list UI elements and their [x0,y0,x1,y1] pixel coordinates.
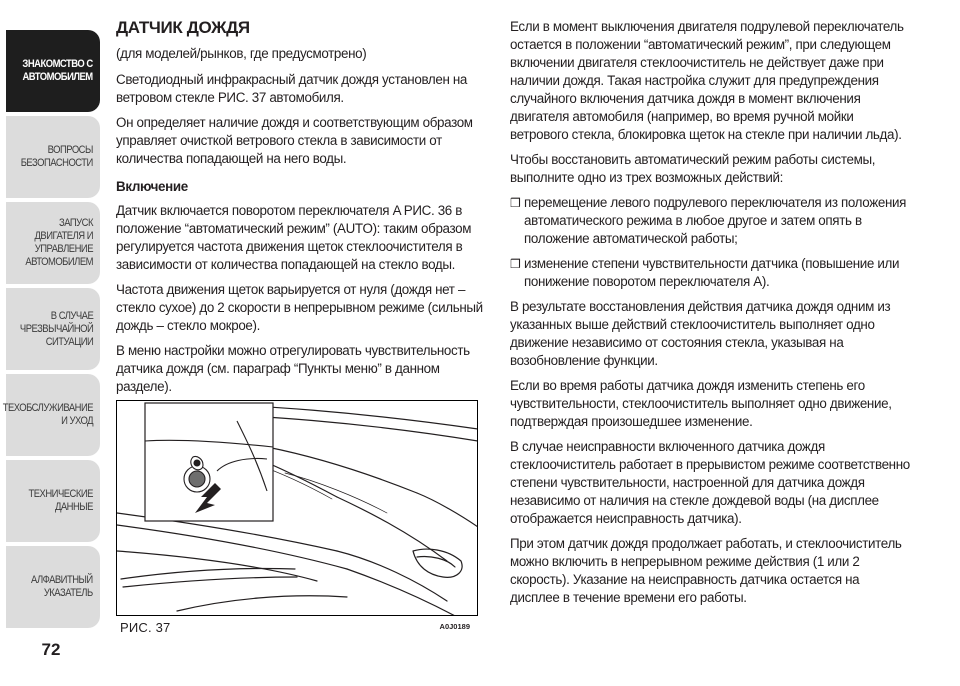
figure-caption: РИС. 37 [120,620,171,635]
detail-inset [145,403,273,521]
paragraph: Датчик включается поворотом переключателя A РИС. 36 в положение “автоматический режим” (AUTO): таким образом регулируется частота движения щеток стеклоочистителя в зависимости от количества попадающей на стекло воды. [116,203,472,272]
tab-vehicle-intro[interactable] [6,30,100,112]
paragraph: В меню настройки можно отрегулировать чувствительность датчика дождя (см. параграф “Пункты меню” в данном разделе). [116,343,470,394]
tab-label: ЗАПУСК ДВИГАТЕЛЯ И УПРАВЛЕНИЕ АВТОМОБИЛЕМ [25,217,94,268]
checkbox-bullet-icon: ❒ [510,196,521,210]
tab-label: ЗНАКОМСТВО С АВТОМОБИЛЕМ [22,58,94,83]
paragraph: Частота движения щеток варьируется от нуля (дождя нет – стекло сухое) до 2 скорости в непрерывном режиме (сильный дождь – стекло мокрое). [116,282,483,333]
tab-emergency[interactable] [6,288,100,370]
paragraph: В случае неисправности включенного датчика дождя стеклоочиститель работает в прерывистом режиме соответственно степени чувствительности, настроенной для датчика дождя независимо от наличия на стекле дождевой воды (на дисплее отображается неисправность датчика). [510,439,910,526]
tab-label: ВОПРОСЫ БЕЗОПАСНОСТИ [20,144,93,169]
tab-technical-data[interactable] [6,460,100,542]
list-item [510,255,910,291]
tab-label: ТЕХОБСЛУЖИВАНИЕ И УХОД [2,402,93,427]
list-item-text: изменение степени чувствительности датчика (повышение или понижение поворотом переключателя A). [524,256,900,289]
figure-code: A0J0189 [439,622,470,631]
paragraph: В результате восстановления действия датчика дождя одним из указанных выше действий стеклоочиститель выполняет одно движение независимо от состояния стекла, указывая на возобновление функции. [510,299,891,368]
rain-sensor-illustration [116,400,478,616]
checkbox-bullet-icon: ❒ [510,257,521,271]
paragraph: Светодиодный инфракрасный датчик дождя установлен на ветровом стекле РИС. 37 автомобиля. [116,72,468,105]
tab-label: АЛФАВИТНЫЙ УКАЗАТЕЛЬ [31,574,93,599]
right-column [510,18,910,614]
section-subtitle: (для моделей/рынков, где предусмотрено) [116,46,367,61]
tab-label: В СЛУЧАЕ ЧРЕЗВЫЧАЙНОЙ СИТУАЦИИ [19,309,93,348]
chapter-sidebar [0,0,102,686]
subheading: Включение [116,179,188,194]
page-number: 72 [41,640,61,659]
tab-maintenance[interactable] [2,374,100,456]
tab-starting-driving[interactable] [6,202,100,284]
paragraph: При этом датчик дождя продолжает работать, и стеклоочиститель можно включить в непрерывном режиме действия (1 или 2 скорость). Указание на неисправность датчика остается на дисплее в течение времени его работы. [510,536,902,605]
paragraph: Если в момент выключения двигателя подрулевой переключатель остается в положении “автоматический режим”, при следующем включении двигателя стеклоочиститель не действует даже при наличии дождя. Такая настройка служит для предупреждения случайного включения датчика дождя в момент включения двигателя автомобиля (например, во время ручной мойки ветрового стекла, блокировка щеток на стекле при наличии льда). [510,19,904,142]
list-item-text: перемещение левого подрулевого переключателя из положения автоматического режима в любое другое и затем опять в положение автоматической работы; [524,195,907,246]
left-column [116,18,498,403]
paragraph: Он определяет наличие дождя и соответствующим образом управляет очисткой ветрового стекла в зависимости от количества попадающей на него воды. [116,115,473,166]
paragraph: Чтобы восстановить автоматический режим работы системы, выполните одно из трех возможных действий: [510,152,876,185]
tab-safety[interactable] [6,116,100,198]
figure-37 [116,400,478,634]
paragraph: Если во время работы датчика дождя изменить степень его чувствительности, стеклоочиститель выполняет одно движение, подтверждая произошедшее изменение. [510,378,892,429]
list-item [510,194,910,248]
tab-label: ТЕХНИЧЕСКИЕ ДАННЫЕ [28,488,93,513]
section-title: ДАТЧИК ДОЖДЯ [116,18,250,37]
windshield-drawing [117,401,478,616]
tab-index[interactable] [6,546,100,628]
